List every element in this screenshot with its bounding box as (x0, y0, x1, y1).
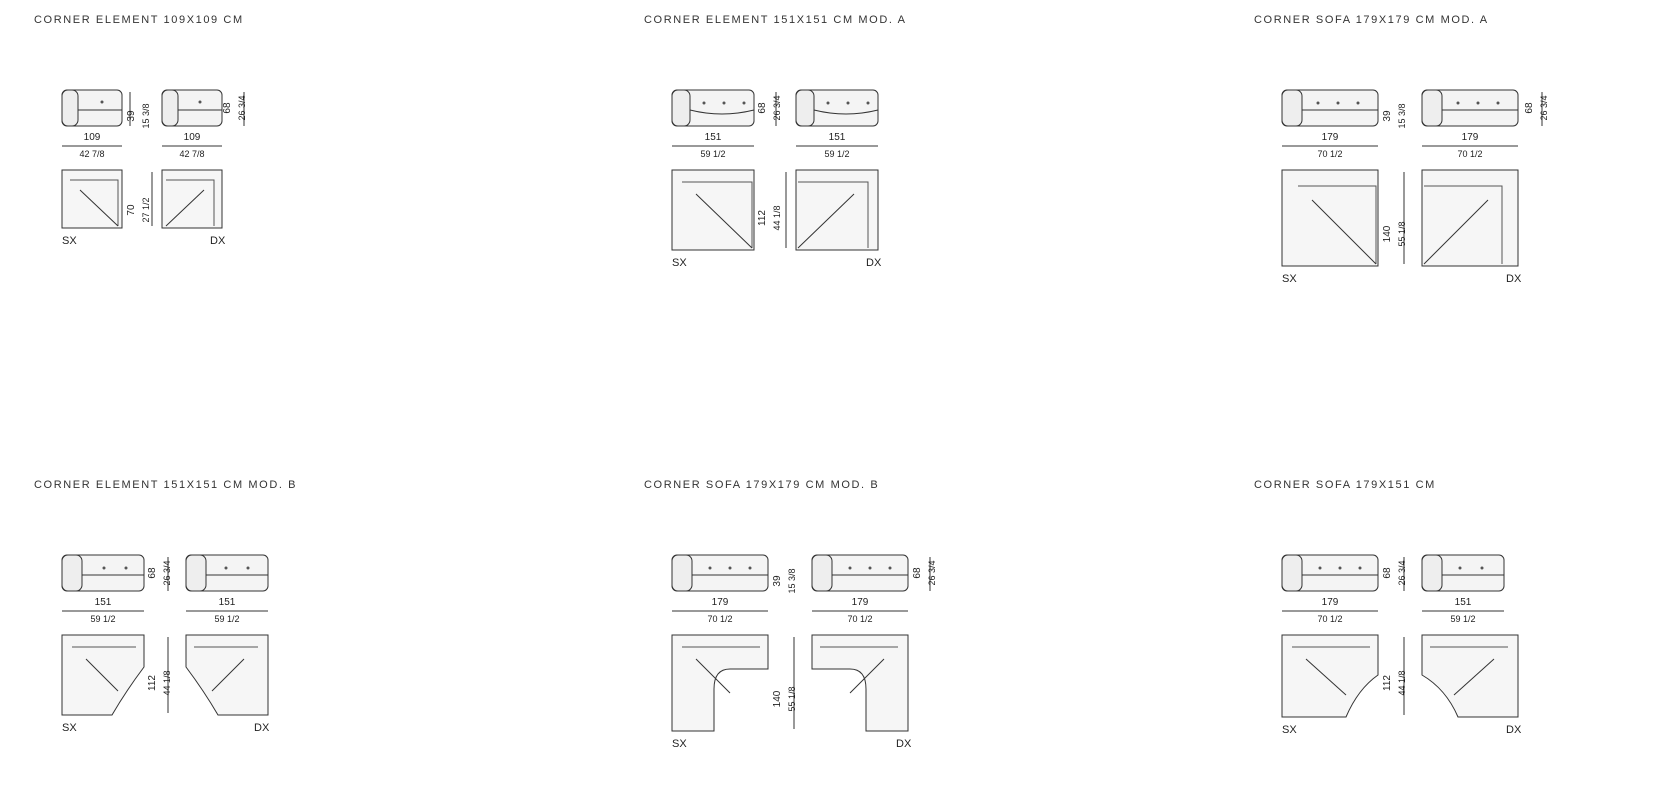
dx-front-elevation (796, 90, 878, 126)
panel-corner-element-109 (34, 14, 574, 344)
panel-corner-element-151-mod-a (644, 14, 1184, 344)
dx-width-cm: 151 (1454, 597, 1472, 608)
module-drawing (34, 14, 574, 344)
depth-in: 44 1/8 (162, 670, 172, 696)
height-cm: 39 (126, 110, 137, 122)
height2-in: 26 3/4 (927, 560, 937, 586)
sx-label: SX (672, 257, 687, 269)
dx-front-elevation (812, 555, 908, 591)
sx-label: SX (1282, 273, 1297, 285)
dx-plan-view (162, 170, 222, 228)
sx-width-in: 70 1/2 (1317, 149, 1343, 159)
sx-label: SX (62, 235, 77, 247)
height-cm: 39 (772, 575, 783, 587)
sx-width-in: 59 1/2 (700, 149, 726, 159)
panel-title: CORNER SOFA 179X179 CM MOD. B (644, 479, 880, 491)
sx-width-cm: 179 (711, 597, 729, 608)
panel-title: CORNER ELEMENT 151X151 CM MOD. B (34, 479, 298, 491)
sx-label: SX (1282, 724, 1297, 736)
sx-front-elevation (1282, 555, 1378, 591)
panel-title: CORNER ELEMENT 151X151 CM MOD. A (644, 14, 907, 26)
height2-in: 26 3/4 (1539, 95, 1549, 121)
sx-front-elevation (672, 90, 754, 126)
depth-cm: 140 (1382, 225, 1393, 243)
dx-width-in: 70 1/2 (847, 614, 873, 624)
depth-in: 44 1/8 (772, 205, 782, 231)
dx-plan-view (186, 635, 268, 715)
dx-width-in: 42 7/8 (179, 149, 205, 159)
dx-plan-view (1422, 170, 1518, 266)
module-drawing (644, 479, 1184, 759)
height2-cm: 68 (222, 102, 233, 114)
depth-cm: 112 (1382, 675, 1393, 691)
height-cm: 68 (1382, 567, 1393, 579)
sx-width-cm: 151 (94, 597, 112, 608)
panel-title: CORNER ELEMENT 109X109 CM (34, 14, 244, 26)
dx-front-elevation (1422, 555, 1504, 591)
module-drawing (1254, 14, 1654, 344)
sx-width-cm: 109 (83, 132, 101, 143)
height2-in: 26 3/4 (237, 95, 247, 121)
panel-corner-element-151-mod-b (34, 479, 574, 809)
dx-width-in: 59 1/2 (214, 614, 240, 624)
depth-in: 55 1/8 (1397, 221, 1407, 247)
dx-front-elevation (186, 555, 268, 591)
depth-in: 44 1/8 (1397, 670, 1407, 696)
panel-corner-sofa-179-mod-b (644, 479, 1184, 809)
depth-cm: 70 (126, 204, 137, 216)
dx-front-elevation (1422, 90, 1518, 126)
sx-plan-view (672, 635, 768, 731)
module-drawing (644, 14, 1184, 344)
sx-label: SX (62, 722, 77, 734)
height-in: 15 3/8 (1397, 103, 1407, 129)
sx-label: SX (672, 738, 687, 750)
depth-cm: 112 (147, 675, 158, 691)
sx-width-cm: 151 (704, 132, 722, 143)
sx-width-in: 70 1/2 (1317, 614, 1343, 624)
sx-front-elevation (62, 555, 144, 591)
dx-width-cm: 109 (183, 132, 201, 143)
dx-label: DX (896, 738, 912, 750)
panel-title: CORNER SOFA 179X151 CM (1254, 479, 1436, 491)
sx-width-in: 42 7/8 (79, 149, 105, 159)
sx-plan-view (672, 170, 754, 250)
sx-front-elevation (1282, 90, 1378, 126)
height-cm: 68 (757, 102, 768, 114)
dx-plan-view (796, 170, 878, 250)
dx-width-cm: 179 (851, 597, 869, 608)
dx-plan-view (812, 635, 908, 731)
sx-plan-view (1282, 170, 1378, 266)
depth-in: 27 1/2 (141, 197, 151, 223)
panel-corner-sofa-179x151 (1254, 479, 1666, 809)
height2-cm: 68 (912, 567, 923, 579)
height-cm: 68 (147, 567, 158, 579)
depth-in: 55 1/8 (787, 686, 797, 712)
sx-width-cm: 179 (1321, 597, 1339, 608)
sx-front-elevation (672, 555, 768, 591)
module-drawing (1254, 479, 1654, 759)
dx-label: DX (1506, 273, 1522, 285)
panel-title: CORNER SOFA 179X179 CM MOD. A (1254, 14, 1489, 26)
sx-width-in: 59 1/2 (90, 614, 116, 624)
dx-plan-view (1422, 635, 1518, 717)
height-cm: 39 (1382, 110, 1393, 122)
module-drawing (34, 479, 574, 759)
height-in: 26 3/4 (1397, 560, 1407, 586)
sx-front-elevation (62, 90, 122, 126)
dx-width-cm: 179 (1461, 132, 1479, 143)
dx-label: DX (866, 257, 882, 269)
dx-label: DX (210, 235, 226, 247)
sx-plan-view (62, 635, 144, 715)
sx-plan-view (62, 170, 122, 228)
depth-cm: 140 (772, 690, 783, 708)
height-in: 26 3/4 (772, 95, 782, 121)
height-in: 26 3/4 (162, 560, 172, 586)
sx-width-cm: 179 (1321, 132, 1339, 143)
depth-cm: 112 (757, 210, 768, 226)
dx-width-in: 70 1/2 (1457, 149, 1483, 159)
panel-corner-sofa-179-mod-a (1254, 14, 1666, 344)
height-in: 15 3/8 (787, 568, 797, 594)
height-in: 15 3/8 (141, 103, 151, 129)
sx-plan-view (1282, 635, 1378, 717)
height2-cm: 68 (1524, 102, 1535, 114)
sx-width-in: 70 1/2 (707, 614, 733, 624)
dx-label: DX (254, 722, 270, 734)
dx-width-cm: 151 (828, 132, 846, 143)
dx-label: DX (1506, 724, 1522, 736)
dx-width-cm: 151 (218, 597, 236, 608)
dx-width-in: 59 1/2 (824, 149, 850, 159)
dx-width-in: 59 1/2 (1450, 614, 1476, 624)
dx-front-elevation (162, 90, 222, 126)
